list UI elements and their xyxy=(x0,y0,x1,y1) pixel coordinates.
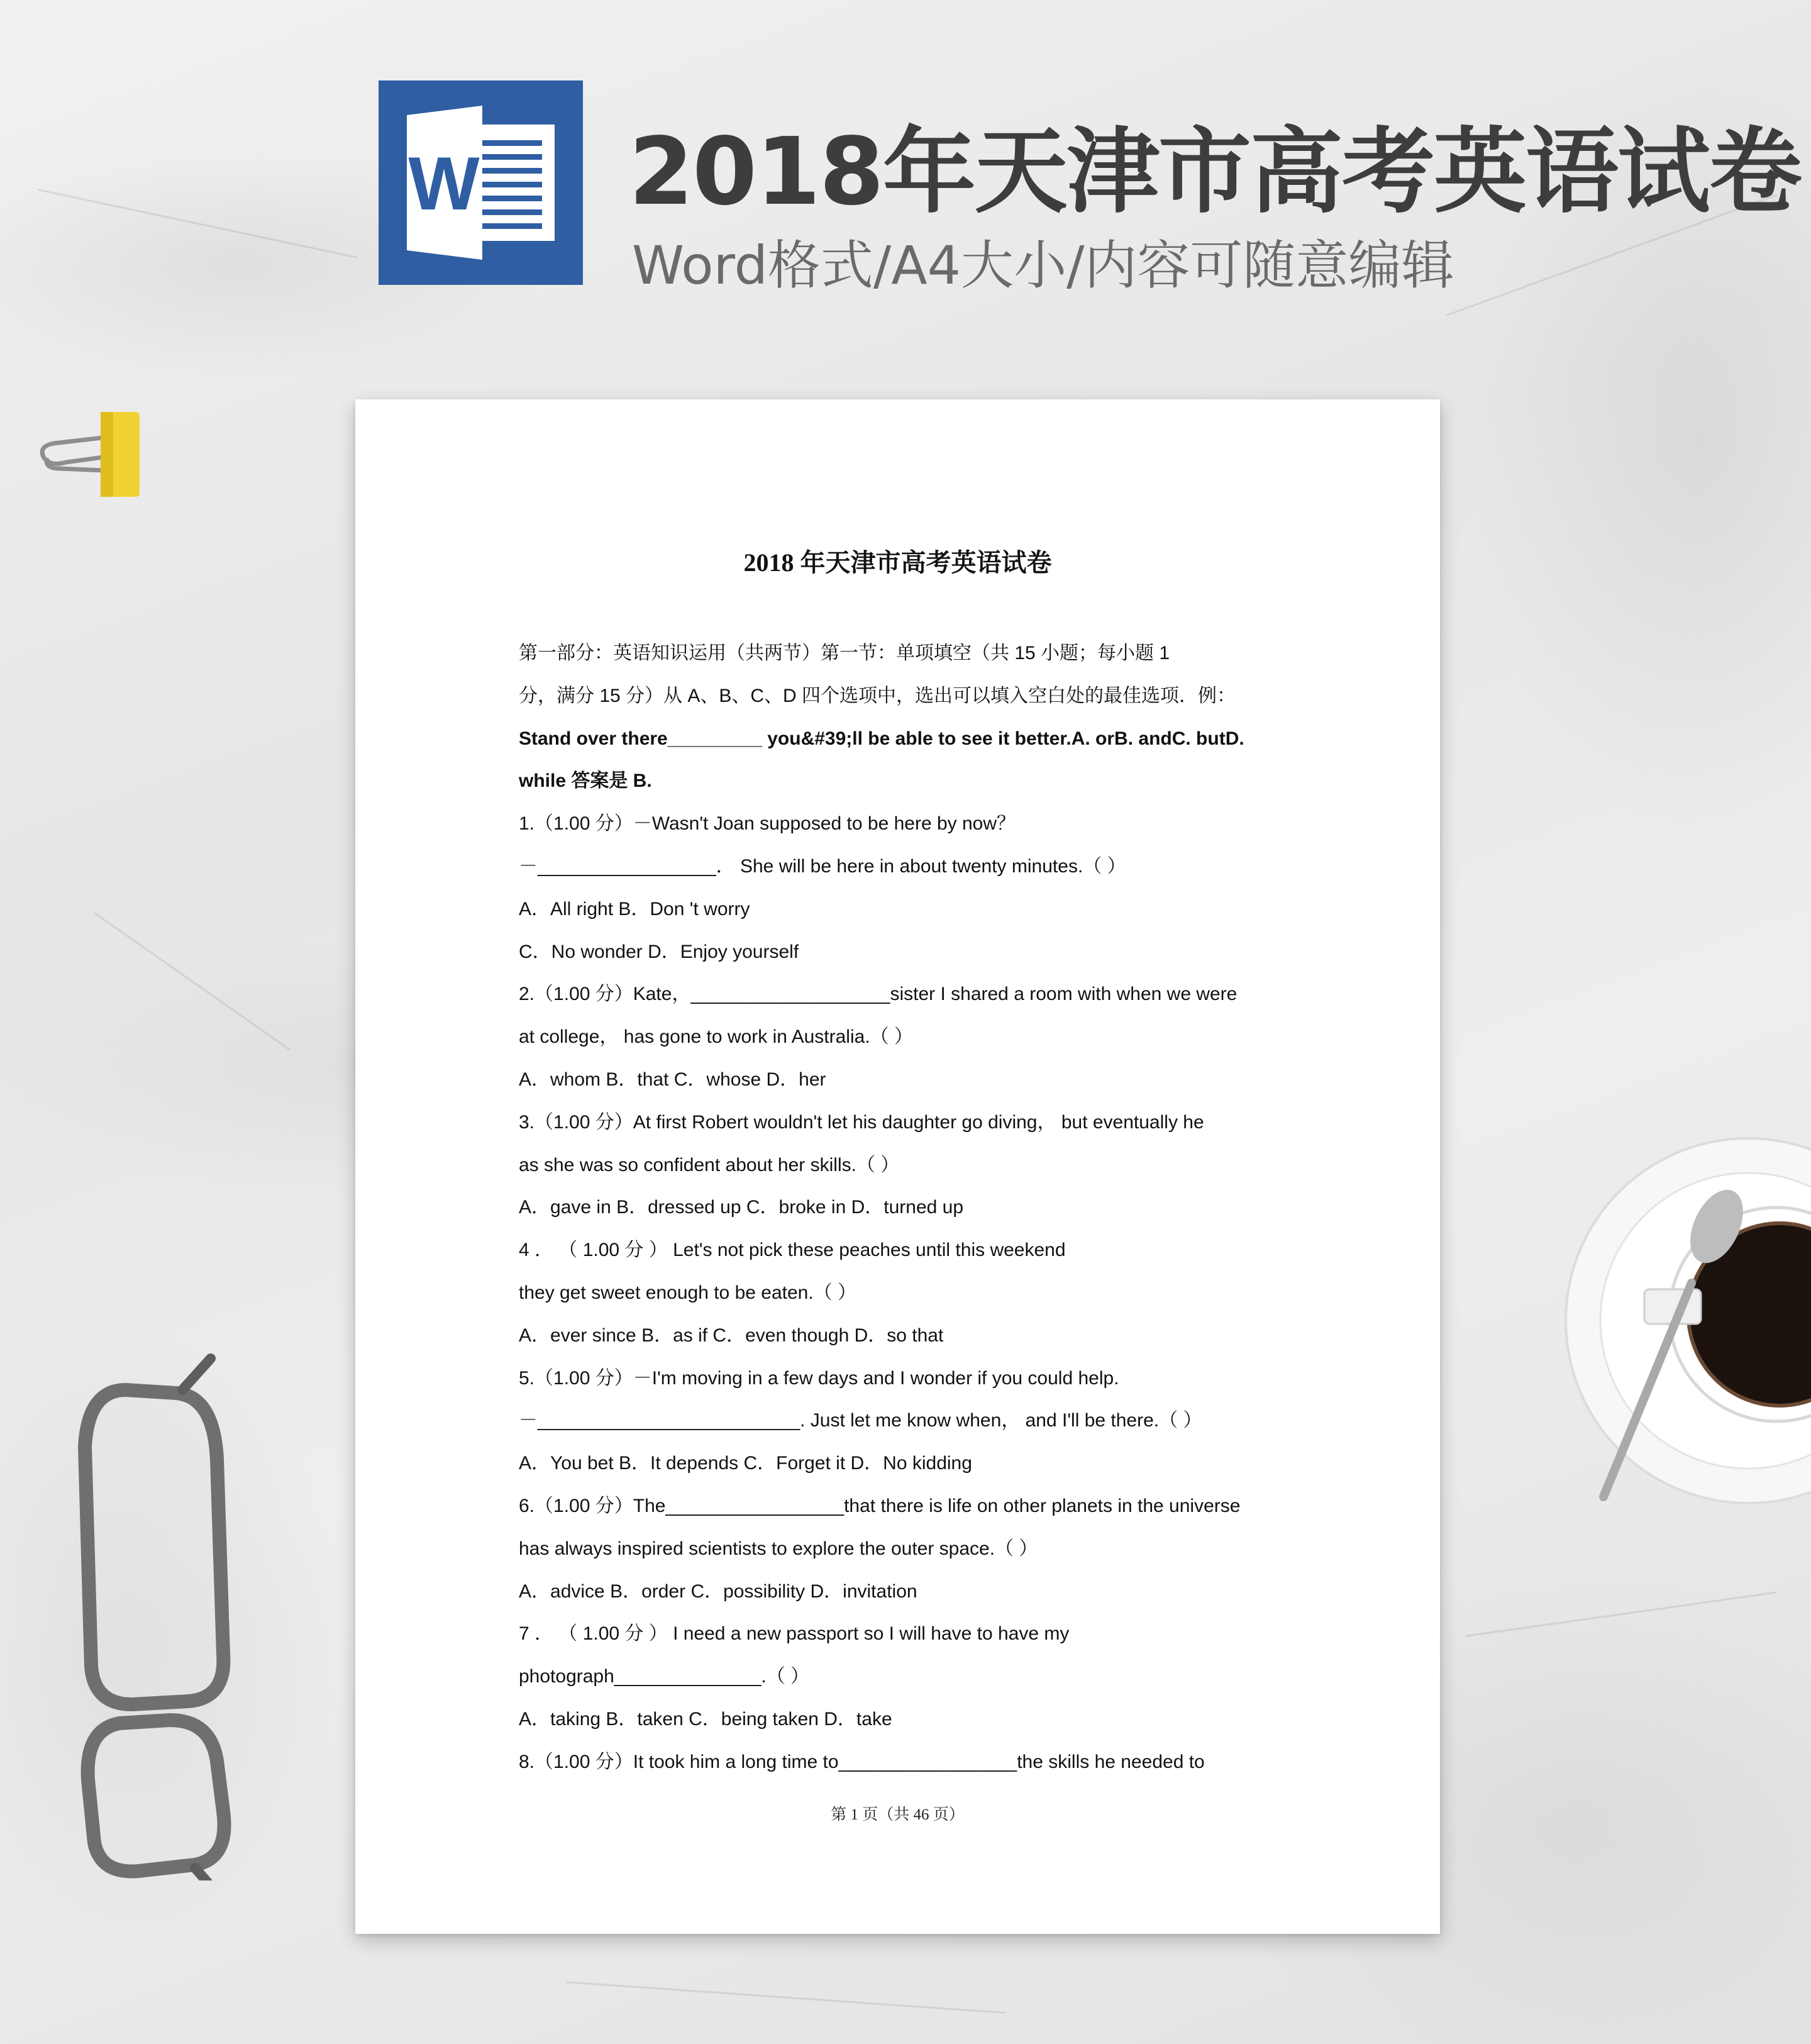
doc-line: －_________________________. Just let me know when， and I'll be there.（ ） xyxy=(519,1410,1202,1431)
marble-vein xyxy=(1465,1591,1777,1637)
doc-line: 7 ． （ 1.00 分 ） I need a new passport so I will have to have my xyxy=(519,1623,1070,1645)
doc-line: 1.（1.00 分）－Wasn't Joan supposed to be here by now？ xyxy=(519,813,1016,835)
word-logo-icon xyxy=(379,81,583,285)
doc-line: they get sweet enough to be eaten.（ ） xyxy=(519,1282,857,1303)
doc-line: A．whom B．that C．whose D．her xyxy=(519,1069,826,1090)
doc-line: 第一部分：英语知识运用（共两节）第一节：单项填空（共 15 小题；每小题 1 xyxy=(519,643,1170,664)
document-page xyxy=(355,399,1440,1934)
glasses-icon xyxy=(75,1352,252,1880)
doc-line: 分，满分 15 分）从 A、B、C、D 四个选项中，选出可以填入空白处的最佳选项．例： xyxy=(519,685,1236,706)
doc-line: 6.（1.00 分）The_________________that there is life on other planets in the universe xyxy=(519,1495,1241,1516)
doc-line: at college， has gone to work in Australia.（ ） xyxy=(519,1026,913,1048)
header-subtitle: Word格式/A4大小/内容可随意编辑 xyxy=(632,235,1454,296)
doc-line: －_________________． She will be here in about twenty minutes.（ ） xyxy=(519,855,1126,877)
doc-line: 3.（1.00 分）At first Robert wouldn't let his daughter go diving， but eventually he xyxy=(519,1111,1204,1133)
document-body xyxy=(519,632,1280,1784)
doc-line: A．gave in B．dressed up C．broke in D．turned up xyxy=(519,1197,964,1218)
doc-line: A．taking B．taken C．being taken D．take xyxy=(519,1708,892,1730)
doc-line: A．All right B．Don 't worry xyxy=(519,898,750,919)
marble-vein xyxy=(38,189,358,258)
doc-line: as she was so confident about her skills.（ ） xyxy=(519,1154,900,1175)
doc-line: 2.（1.00 分）Kate，___________________sister I shared a room with when we were xyxy=(519,984,1238,1005)
doc-line: 8.（1.00 分）It took him a long time to_________________the skills he needed to xyxy=(519,1751,1205,1772)
logo-letter: W xyxy=(408,142,480,226)
doc-line: A．ever since B．as if C．even though D．so that xyxy=(519,1325,944,1346)
coffee-cup-icon xyxy=(1559,1107,1811,1535)
doc-line: photograph______________.（ ） xyxy=(519,1666,810,1687)
doc-line: while 答案是 B. xyxy=(519,770,652,792)
marble-vein xyxy=(94,912,291,1050)
doc-line: 4 ． （ 1.00 分 ） Let's not pick these peaches until this weekend xyxy=(519,1240,1066,1261)
doc-line: has always inspired scientists to explore the outer space.（ ） xyxy=(519,1538,1038,1559)
page-footer: 第 1 页（共 46 页） xyxy=(831,1806,965,1823)
marble-vein xyxy=(566,1981,1005,2014)
header-title: 2018年天津市高考英语试卷 xyxy=(629,118,1801,226)
binder-clip-icon xyxy=(35,409,148,500)
doc-line: C．No wonder D．Enjoy yourself xyxy=(519,941,799,962)
doc-line: Stand over there_________ you&#39;ll be able to see it better.A. orB. andC. butD. xyxy=(519,728,1244,749)
document-title: 2018 年天津市高考英语试卷 xyxy=(743,548,1052,577)
doc-line: 5.（1.00 分）－I'm moving in a few days and I wonder if you could help. xyxy=(519,1367,1119,1389)
doc-line: A．You bet B．It depends C．Forget it D．No kidding xyxy=(519,1453,972,1474)
doc-line: A．advice B．order C．possibility D．invitation xyxy=(519,1580,917,1602)
